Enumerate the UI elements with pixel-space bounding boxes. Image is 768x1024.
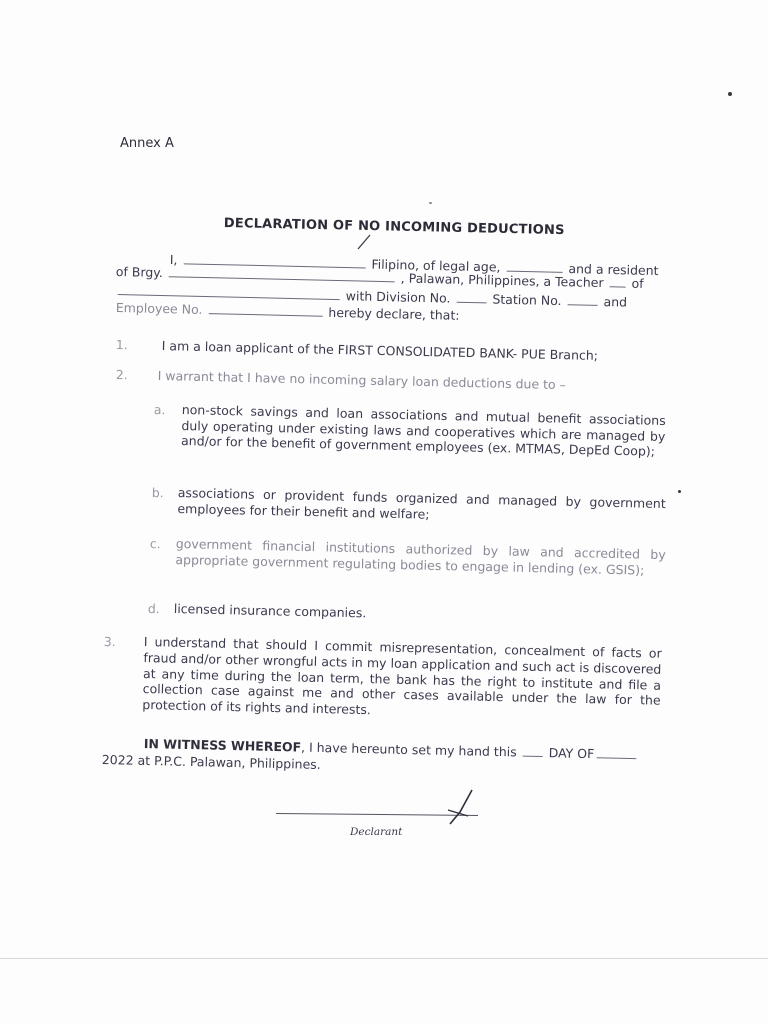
page-edge-line (0, 958, 768, 959)
item-3-text: I understand that should I commit misrepresentation, concealment of facts or fraud and/or other wrongful acts in my loan application and such act is discovered at any time during the loan term, the bank has the right to institute and file a collection case against me and other cases available under the law for the protection of its rights and interests. (142, 634, 662, 718)
intro-citizenship: Filipino, of legal age, (371, 256, 501, 275)
item-1 (116, 337, 599, 363)
intro-declare: hereby declare, that: (328, 304, 460, 323)
witness-lead: IN WITNESS WHEREOF (143, 736, 302, 755)
scan-speck (429, 202, 432, 204)
scan-speck (678, 490, 681, 493)
check-mark-icon (354, 233, 374, 251)
document-title: DECLARATION OF NO INCOMING DEDUCTIONS (223, 216, 565, 239)
item-text: I am a loan applicant of the FIRST CONSOLIDATED BANK- PUE Branch; (161, 338, 599, 363)
barangay-blank[interactable] (169, 266, 395, 282)
witness-day-of: DAY OF (548, 745, 595, 762)
intro-and: and (603, 294, 628, 310)
teacher-blank[interactable] (609, 276, 625, 287)
check-mark-icon (446, 788, 476, 828)
intro-division-label: with Division No. (345, 288, 451, 306)
item-number: 3. (103, 634, 116, 650)
item-number: 2. (115, 367, 128, 383)
intro-brgy-label: of Brgy. (115, 264, 164, 281)
station-no-blank[interactable] (567, 294, 597, 306)
employee-no-blank[interactable] (208, 303, 322, 317)
scan-speck (728, 92, 732, 96)
subitem-d-text: licensed insurance companies. (173, 601, 367, 621)
subitem-letter: b. (151, 485, 164, 501)
item-number: 1. (115, 337, 128, 353)
item-2 (116, 367, 566, 392)
intro-province: , Palawan, Philippines, a Teacher (400, 270, 604, 291)
intro-station-label: Station No. (492, 291, 562, 309)
annex-label: Annex A (120, 136, 174, 151)
witness-line-2: 2022 at P.P.C. Palawan, Philippines. (101, 752, 321, 772)
subitem-c-text: government financial institutions authorized by law and accredited by appropriate government regulating bodies to engage in lending (ex. GSIS); (175, 536, 666, 578)
witness-text: , I have hereunto set my hand this (300, 739, 517, 760)
intro-pronoun: I, (169, 252, 178, 268)
item-text: I warrant that I have no incoming salary loan deductions due to – (157, 367, 567, 393)
division-no-blank[interactable] (456, 292, 486, 304)
intro-resident: and a resident (568, 261, 659, 279)
subitem-letter: d. (147, 601, 160, 617)
subitem-letter: a. (153, 402, 166, 418)
signature-label: Declarant (350, 826, 403, 838)
month-blank[interactable] (596, 747, 636, 759)
age-blank[interactable] (506, 261, 562, 273)
day-blank[interactable] (523, 746, 543, 757)
subitem-a-text: non-stock savings and loan associations and mutual benefit associations duly operating under existing laws and cooperatives which are managed by and/or for the benefit of government employees (ex. MTMAS, DepEd Coop); (180, 402, 666, 459)
intro-of: of (631, 275, 644, 291)
subitem-letter: c. (149, 536, 161, 552)
school-blank[interactable] (118, 284, 340, 300)
intro-employee-label: Employee No. (115, 300, 203, 317)
subitem-b-text: associations or provident funds organized and managed by government employees for their benefit and welfare; (177, 485, 666, 522)
